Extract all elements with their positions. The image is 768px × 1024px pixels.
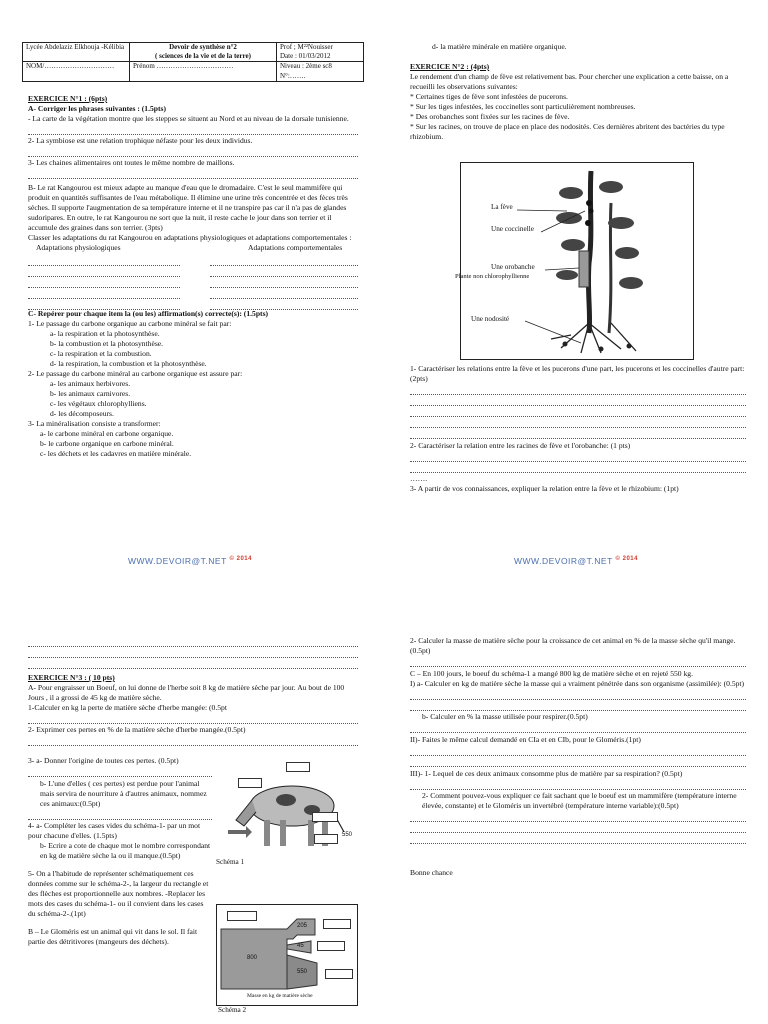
- fig-label: Une orobanche: [491, 263, 535, 271]
- schema2-number: 550: [297, 969, 308, 975]
- plant-figure: [455, 162, 694, 360]
- ex2-q3: 3- A partir de vos connaissances, expliquer la relation entre la fève et le rhizobium: (1pt): [410, 484, 679, 494]
- exercise-3: [28, 636, 358, 747]
- answer-line[interactable]: [410, 780, 746, 790]
- fava-plant-illustration: [461, 163, 693, 359]
- answer-line[interactable]: [410, 746, 746, 756]
- schema1-blank-box[interactable]: [314, 834, 338, 844]
- ex2-title: EXERCICE N°2 : (4pts): [410, 62, 490, 72]
- answer-line[interactable]: [410, 701, 746, 711]
- q1-option[interactable]: a- la respiration et la photosynthèse.: [50, 329, 160, 339]
- exercise-3-continued: [410, 636, 746, 878]
- schema2-blank-box[interactable]: [323, 919, 351, 929]
- ex1-a-title: A- Corriger les phrases suivantes : (1.5pts): [28, 104, 167, 114]
- fig-label: La fève: [491, 203, 513, 211]
- ex1-a3: 3- Les chaines alimentaires ont toutes le même nombre de maillons.: [28, 158, 235, 168]
- ex1-b-text: B- Le rat Kangourou est mieux adapte au manque d'eau que le dromadaire. C'est le seul mammifère qui produit en quantités suffisantes de l'eau métabolique. Il élimine une urine très concentrée et des fèces très sèches. Il supporte l'augmentation de sa température interne et il ne transpire pas car il n'a pas de glandes sudoripares. En outre, le rat Kangourou ne sort que la nuit, il reste cache le jour dans son terrier et il accumule des graines dans son terrier. (3pts): [28, 183, 348, 233]
- col-behavioral: Adaptations comportementales: [248, 243, 343, 253]
- ex2-obs: * Sur les racines, on trouve de place en place des nodosités. Ces dernières abritent des bactéries du type rhizobium.: [410, 122, 725, 142]
- ex2-obs: * Des orobanches sont fixées sur les racines de fève.: [410, 112, 570, 122]
- answer-line[interactable]: [410, 407, 746, 417]
- ex2-q1: 1- Caractériser les relations entre la fève et les pucerons d'une part, les pucerons et les coccinelles d'autre part: (2pts): [410, 364, 745, 384]
- schema1-blank-box[interactable]: [286, 762, 310, 772]
- ex1-title: EXERCICE N°1 : (6pts): [28, 94, 108, 103]
- ex3-title: EXERCICE N°3 : ( 10 pts): [28, 673, 115, 682]
- schema1-caption: Schéma 1: [216, 858, 245, 866]
- answer-line[interactable]: [28, 289, 180, 299]
- exercise-2-questions: [410, 364, 746, 494]
- ex3-q5: 5- On a l'habitude de représenter schématiquement ces données comme sur le schéma-2-, la largeur du rectangle et des flèches est proportionnelle aux nombres. -Replacer les mots des cases du schéma-1- ou il convient dans les cases du schéma-2-.(1pt): [28, 869, 209, 919]
- answer-line[interactable]: [410, 452, 746, 462]
- q3-option[interactable]: d- la matière minérale en matière organique.: [432, 42, 567, 51]
- exam-title: Devoir de synthèse n°2: [169, 43, 237, 51]
- schema2-blank-box[interactable]: [227, 911, 257, 921]
- ex1-q2: 2- Le passage du carbone minéral au carbone organique est assure par:: [28, 369, 243, 379]
- q2-option[interactable]: c- les végétaux chlorophylliens.: [50, 399, 147, 409]
- q2-option[interactable]: a- les animaux herbivores.: [50, 379, 131, 389]
- answer-line[interactable]: [28, 300, 180, 310]
- answer-line[interactable]: [28, 714, 358, 724]
- answer-line[interactable]: [410, 418, 746, 428]
- q1-option[interactable]: b- la combustion et la photosynthèse.: [50, 339, 164, 349]
- answer-line[interactable]: [410, 429, 746, 439]
- ex3-b2: 2- Calculer la masse de matière sèche pour la croissance de cet animal en % de la masse sèche qu'il mange. (0.5pt): [410, 636, 736, 656]
- ex2-q2-end: …….: [410, 474, 428, 484]
- answer-line[interactable]: [410, 690, 746, 700]
- ex3-intro: A- Pour engraisser un Boeuf, on lui donne de l'herbe soit 8 kg de matière sèche par jour. Au bout de 100 Jours , il a grossi de 45 kg de matière sèche.: [28, 683, 345, 703]
- schema1-blank-box[interactable]: [238, 778, 262, 788]
- prof-name: Prof ; M²²Nouisser: [280, 43, 333, 51]
- schema2-caption: Schéma 2: [218, 1006, 247, 1014]
- answer-line[interactable]: [410, 385, 746, 395]
- answer-line[interactable]: [28, 256, 180, 266]
- answer-line[interactable]: [410, 463, 746, 473]
- ex3-q4a: 4- a- Compléter les cases vides du schéma-1- par un mot pour chacune d'elles. (1.5pts): [28, 821, 201, 841]
- ex3-c4: 2- Comment pouvez-vous expliquer ce fait sachant que le boeuf est un mammifère (température interne élevée, constante) et le Gloméris un invertébré (température interne variable):(0.5pt): [422, 791, 737, 811]
- ex3-c3: III)- 1- Lequel de ces deux animaux consomme plus de matière par sa respiration? (0.5pt): [410, 769, 683, 779]
- answer-line[interactable]: [28, 648, 358, 658]
- answer-line[interactable]: [28, 767, 212, 777]
- exercise-1: [28, 94, 358, 459]
- prenom-field: Prénom ……………………………: [130, 62, 277, 81]
- schema2-blank-box[interactable]: [325, 969, 353, 979]
- schema-2: [216, 904, 358, 1006]
- ex2-q2: 2- Caractériser la relation entre les racines de fève et l'orobanche: (1 pts): [410, 441, 631, 451]
- answer-line[interactable]: [410, 757, 746, 767]
- schema2-axis-caption: Masse en kg de matière sèche: [247, 993, 313, 999]
- fig-label: Une nodosité: [471, 315, 510, 323]
- ex1-q3: 3- La minéralisation consiste a transformer:: [28, 419, 161, 429]
- answer-line[interactable]: [410, 812, 746, 822]
- q3-option[interactable]: b- le carbone organique en carbone minéral.: [40, 439, 174, 449]
- q1-option[interactable]: c- la respiration et la combustion.: [50, 349, 152, 359]
- schema2-number: 205: [297, 923, 308, 929]
- fig-label: Une coccinelle: [491, 225, 534, 233]
- answer-line[interactable]: [210, 289, 358, 299]
- header-table: [22, 42, 364, 82]
- schema1-number: 550: [342, 832, 353, 838]
- ex1-q1: 1- Le passage du carbone organique au carbone minéral se fait par:: [28, 319, 232, 329]
- numero-field: N°:…….: [280, 71, 306, 80]
- nom-field: NOM/…………………………: [23, 62, 130, 81]
- answer-line[interactable]: [410, 723, 746, 733]
- schema2-number: 800: [247, 955, 258, 961]
- ex1-a1: - La carte de la végétation montre que les steppes se situent au Nord et au niveau de la dorsale tunisienne.: [28, 114, 349, 124]
- watermark: WWW.DEVOIR@T.NET $^{© 2014}$: [128, 556, 252, 566]
- schema1-blank-box[interactable]: [312, 812, 338, 822]
- answer-line[interactable]: [210, 278, 358, 288]
- answer-line[interactable]: [28, 169, 358, 179]
- ex2-intro: Le rendement d'un champ de fève est relativement bas. Pour chercher une explication a cette baisse, on a recueilli les observations suivantes:: [410, 72, 729, 92]
- q2-option[interactable]: d- les décomposeurs.: [50, 409, 114, 419]
- exam-subtitle: ( sciences de la vie et de la terre): [155, 52, 251, 61]
- answer-line[interactable]: [28, 267, 180, 277]
- ex2-obs: * Certaines tiges de fève sont infestées de pucerons.: [410, 92, 568, 102]
- schema2-blank-box[interactable]: [317, 941, 345, 951]
- exercise-2: [410, 42, 746, 142]
- niveau-field: Niveau : 2ème sc8: [280, 62, 332, 71]
- answer-line[interactable]: [28, 125, 358, 135]
- answer-line[interactable]: [28, 278, 180, 288]
- schema-1: [216, 764, 356, 866]
- answer-line[interactable]: [410, 657, 746, 667]
- schema2-number: 45: [297, 943, 304, 949]
- exam-date: Date : 01/03/2012: [280, 52, 331, 61]
- ex2-obs: * Sur les tiges infestées, les coccinelles sont particulièrement nombreuses.: [410, 102, 636, 112]
- answer-line[interactable]: [28, 147, 358, 157]
- closing-text: Bonne chance: [410, 868, 453, 878]
- q1-option[interactable]: d- la respiration, la combustion et la photosynthèse.: [50, 359, 207, 369]
- fig-label: Plante non chlorophyllienne: [455, 273, 530, 280]
- watermark: WWW.DEVOIR@T.NET $^{© 2014}$: [514, 556, 638, 566]
- ex3-q3b: b- L'une d'elles ( ces pertes) est perdue pour l'animal mais servira de nourriture à d'autres animaux, nommez ces animaux:(0.5pt): [40, 779, 207, 809]
- answer-line[interactable]: [28, 659, 358, 669]
- q3-option[interactable]: a- le carbone minéral en carbone organique.: [40, 429, 174, 439]
- ex3-c1b: b- Calculer en % la masse utilisée pour respirer.(0.5pt): [422, 712, 588, 722]
- exercise-3-part-a: [28, 756, 212, 947]
- ex1-b-question: Classer les adaptations du rat Kangourou en adaptations physiologiques et adaptations comportementales :: [28, 233, 352, 243]
- ex1-a2: 2- La symbiose est une relation trophique néfaste pour les deux individus.: [28, 136, 253, 146]
- ex3-q1: 1-Calculer en kg la perte de matière sèche d'herbe mangée: (0.5pt: [28, 703, 227, 713]
- ex3-q2: 2- Exprimer ces pertes en % de la matière sèche d'herbe mangée.(0.5pt): [28, 725, 246, 735]
- q3-option[interactable]: c- les déchets et les cadavres en matière minérale.: [40, 449, 192, 459]
- answer-line[interactable]: [210, 256, 358, 266]
- answer-line[interactable]: [28, 637, 358, 647]
- col-physiological: Adaptations physiologiques: [36, 243, 121, 253]
- answer-line[interactable]: [28, 810, 212, 820]
- answer-line[interactable]: [210, 300, 358, 310]
- answer-line[interactable]: [410, 823, 746, 833]
- ex3-q3a: 3- a- Donner l'origine de toutes ces pertes. (0.5pt): [28, 756, 179, 765]
- ex1-c-title: C- Repérer pour chaque item la (ou les) affirmation(s) correcte(s): (1.5pts): [28, 309, 269, 319]
- q2-option[interactable]: b- les animaux carnivores.: [50, 389, 131, 399]
- ex3-q4b: b- Ecrire a cote de chaque mot le nombre correspondant en kg de matière sèche la ou il manque.(0.5pt): [40, 841, 211, 861]
- ex3-c-intro: C – En 100 jours, le boeuf du schéma-1 a mangé 800 kg de matière sèche et en rejeté 550 kg.: [410, 669, 693, 679]
- answer-line[interactable]: [28, 736, 358, 746]
- answer-line[interactable]: [210, 267, 358, 277]
- school-name: Lycée Abdelaziz Elkhouja -Kélibia: [23, 43, 130, 62]
- answer-line[interactable]: [410, 396, 746, 406]
- ex3-c2: II)- Faites le même calcul demandé en CIa et en CIb, pour le Gloméris.(1pt): [410, 735, 641, 745]
- ex3-c1a: I) a- Calculer en kg de matière sèche la masse qui a vraiment pénétrée dans son organisme (assimilée): (0.5pt): [410, 679, 745, 689]
- ex3-b-intro: B – Le Gloméris est un animal qui vit dans le sol. Il fait partie des détritivores (mangeurs des déchets).: [28, 927, 198, 947]
- answer-line[interactable]: [410, 834, 746, 844]
